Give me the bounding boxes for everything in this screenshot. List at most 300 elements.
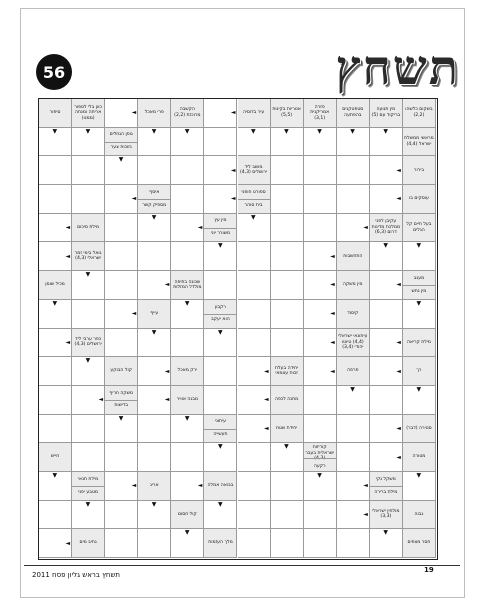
footer-divider [24, 565, 460, 566]
answer-cell[interactable] [39, 300, 72, 329]
clue-text: הוא יעקב [211, 317, 230, 323]
answer-cell[interactable] [271, 501, 304, 530]
clue-text: מטבע יפני [78, 489, 99, 495]
answer-cell[interactable] [105, 185, 138, 214]
clue-text: עיר בדוסיה [242, 110, 265, 116]
answer-cell[interactable] [105, 329, 138, 358]
answer-cell[interactable] [204, 386, 237, 415]
clue-cell [72, 99, 105, 128]
clue-cell [72, 529, 105, 558]
clue-text: מעגב [413, 275, 425, 281]
answer-cell[interactable] [72, 501, 105, 530]
left-arrow-icon: ◄ [131, 310, 137, 318]
clue-cell [171, 357, 204, 386]
clue-cell [337, 271, 370, 300]
answer-cell[interactable] [370, 415, 403, 444]
clue-text: גואל בימי זמר ישראלי (4,3) [74, 250, 102, 262]
clue-cell [271, 357, 304, 386]
answer-cell[interactable] [105, 529, 138, 558]
answer-cell[interactable] [204, 501, 237, 530]
answer-cell[interactable] [105, 99, 138, 128]
down-arrow-icon: ▼ [151, 127, 157, 135]
clue-text: קוריזות ישראלית בעבר (4,3) [305, 445, 335, 462]
down-arrow-icon: ▼ [85, 500, 91, 508]
answer-cell[interactable] [72, 128, 105, 157]
answer-cell[interactable] [39, 128, 72, 157]
left-arrow-icon: ◄ [164, 396, 170, 404]
clue-cell [304, 443, 337, 472]
down-arrow-icon: ▼ [85, 127, 91, 135]
answer-cell[interactable] [271, 185, 304, 214]
answer-cell[interactable] [238, 501, 271, 530]
answer-cell[interactable] [238, 443, 271, 472]
answer-cell[interactable] [337, 214, 370, 243]
answer-cell[interactable] [370, 386, 403, 415]
clue-divider [105, 400, 137, 401]
answer-cell[interactable] [337, 128, 370, 157]
clue-text: מילת תנאי [78, 476, 99, 482]
answer-cell[interactable] [138, 329, 171, 358]
clue-text: מין נחש [411, 288, 427, 294]
answer-cell[interactable] [72, 156, 105, 185]
down-arrow-icon: ▼ [217, 242, 223, 250]
clue-text: בעל חיים קל הגלים [406, 222, 432, 233]
left-arrow-icon: ◄ [263, 424, 269, 432]
clue-text: כפר ערבי ליד ירושלים (4,3) [74, 336, 102, 348]
answer-cell[interactable] [337, 415, 370, 444]
answer-cell[interactable] [238, 128, 271, 157]
answer-cell[interactable] [39, 242, 72, 271]
left-arrow-icon: ◄ [131, 109, 137, 117]
clue-text: חסר מצפים [407, 540, 431, 546]
clue-text: יחידת שטח [275, 425, 298, 431]
answer-cell[interactable] [39, 415, 72, 444]
clue-text: מספיק קשר [142, 202, 167, 208]
answer-cell[interactable] [138, 128, 171, 157]
answer-cell[interactable] [304, 357, 337, 386]
down-arrow-icon: ▼ [350, 127, 355, 135]
clue-divider [138, 199, 170, 200]
left-arrow-icon: ◄ [396, 338, 401, 346]
clue-text: עקיבן לפני ממלכת מדינות דרום (6,3) [371, 219, 401, 236]
answer-cell[interactable] [337, 501, 370, 530]
left-arrow-icon: ◄ [131, 195, 137, 203]
answer-cell[interactable] [105, 271, 138, 300]
answer-cell[interactable] [171, 128, 204, 157]
answer-cell[interactable] [238, 300, 271, 329]
answer-cell[interactable] [370, 329, 403, 358]
answer-cell[interactable] [171, 443, 204, 472]
clue-cell [238, 99, 271, 128]
down-arrow-icon: ▼ [284, 443, 289, 451]
answer-cell[interactable] [337, 156, 370, 185]
answer-cell[interactable] [271, 242, 304, 271]
clue-text: משקל נקי [375, 476, 396, 482]
clue-text: איסף [149, 189, 160, 195]
answer-cell[interactable] [304, 242, 337, 271]
clue-text: פרי מאכל [144, 110, 164, 116]
answer-cell[interactable] [337, 386, 370, 415]
clue-cell [304, 99, 337, 128]
crossword-grid [38, 98, 438, 560]
down-arrow-icon: ▼ [151, 213, 157, 221]
answer-cell[interactable] [238, 242, 271, 271]
clue-text: אטריות בקינות (5,5) [272, 107, 301, 118]
answer-cell[interactable] [370, 529, 403, 558]
clue-text: מכיל שומן [45, 282, 65, 288]
clue-text: מטורה [412, 454, 426, 460]
answer-cell[interactable] [171, 214, 204, 243]
left-arrow-icon: ◄ [263, 367, 269, 375]
clue-cell [138, 300, 171, 329]
left-arrow-icon: ◄ [65, 224, 71, 232]
clue-text: מלך העזמות [208, 540, 233, 546]
answer-cell[interactable] [304, 271, 337, 300]
answer-cell[interactable] [304, 300, 337, 329]
left-arrow-icon: ◄ [230, 166, 236, 174]
clue-cell [337, 357, 370, 386]
answer-cell[interactable] [271, 156, 304, 185]
clue-divider [72, 486, 104, 487]
clue-cell [271, 99, 304, 128]
answer-cell[interactable] [105, 501, 138, 530]
answer-cell[interactable] [138, 156, 171, 185]
clue-cell [403, 501, 436, 530]
answer-cell[interactable] [171, 300, 204, 329]
answer-cell[interactable] [72, 386, 105, 415]
answer-cell[interactable] [171, 242, 204, 271]
down-arrow-icon: ▼ [317, 471, 322, 479]
clue-cell [204, 214, 237, 243]
answer-cell[interactable] [370, 443, 403, 472]
clue-text: קול הבוקע [110, 368, 133, 374]
answer-cell[interactable] [337, 529, 370, 558]
clue-cell [105, 128, 138, 157]
clue-text: סטפטקנים בהפתעה [342, 107, 364, 118]
down-arrow-icon: ▼ [151, 500, 157, 508]
clue-divider [204, 429, 236, 430]
left-arrow-icon: ◄ [396, 453, 401, 461]
left-arrow-icon: ◄ [98, 396, 104, 404]
down-arrow-icon: ▼ [184, 529, 190, 537]
answer-cell[interactable] [204, 128, 237, 157]
clue-text: מראשי ממשלת ישראל (4,4) [404, 136, 434, 147]
answer-cell[interactable] [403, 472, 436, 501]
clue-cell [370, 214, 403, 243]
puzzle-title: תשחץ [335, 40, 460, 96]
clue-cell [403, 357, 436, 386]
answer-cell[interactable] [138, 529, 171, 558]
answer-cell[interactable] [138, 443, 171, 472]
left-arrow-icon: ◄ [164, 281, 170, 289]
answer-cell[interactable] [238, 529, 271, 558]
answer-cell[interactable] [138, 271, 171, 300]
clue-cell [204, 472, 237, 501]
left-arrow-icon: ◄ [330, 310, 335, 318]
left-arrow-icon: ◄ [396, 281, 401, 289]
clue-cell [403, 443, 436, 472]
answer-cell[interactable] [271, 329, 304, 358]
answer-cell[interactable] [370, 185, 403, 214]
down-arrow-icon: ▼ [52, 471, 58, 479]
answer-cell[interactable] [337, 443, 370, 472]
answer-cell[interactable] [304, 472, 337, 501]
clue-text: שכונה בתיפה מולדל המזלות [173, 279, 202, 290]
left-arrow-icon: ◄ [65, 539, 71, 547]
clue-cell [238, 185, 271, 214]
answer-cell[interactable] [39, 357, 72, 386]
clue-text: אריג [150, 483, 159, 489]
clue-cell [138, 185, 171, 214]
clue-cell [72, 329, 105, 358]
clue-text: מין תנועה בריקוד עם (5) [371, 107, 401, 118]
answer-cell[interactable] [72, 300, 105, 329]
clue-cell [204, 529, 237, 558]
answer-cell[interactable] [138, 415, 171, 444]
answer-cell[interactable] [304, 128, 337, 157]
left-arrow-icon: ◄ [230, 109, 236, 117]
clue-text: רך [416, 368, 422, 374]
left-arrow-icon: ◄ [363, 482, 368, 490]
clue-cell [39, 271, 72, 300]
clue-cell [171, 386, 204, 415]
left-arrow-icon: ◄ [197, 482, 203, 490]
clue-cell [337, 242, 370, 271]
answer-cell[interactable] [105, 156, 138, 185]
down-arrow-icon: ▼ [217, 443, 223, 451]
answer-cell[interactable] [204, 443, 237, 472]
answer-cell[interactable] [39, 156, 72, 185]
clue-divider [238, 199, 270, 200]
answer-cell[interactable] [238, 271, 271, 300]
clue-text: פרפה [347, 368, 359, 374]
clue-text: בירור [413, 167, 425, 173]
clue-cell [271, 386, 304, 415]
left-arrow-icon: ◄ [330, 252, 335, 260]
answer-cell[interactable] [370, 156, 403, 185]
clue-cell [171, 501, 204, 530]
left-arrow-icon: ◄ [363, 224, 368, 232]
clue-text: פזרה אמריקנית (3,1) [310, 104, 330, 121]
footer-caption: תשחץ בראש גליון פסח 2011 [32, 571, 121, 579]
answer-cell[interactable] [105, 242, 138, 271]
answer-cell[interactable] [403, 300, 436, 329]
clue-cell [370, 501, 403, 530]
clue-cell [72, 242, 105, 271]
clue-cell [204, 300, 237, 329]
answer-cell[interactable] [304, 501, 337, 530]
answer-cell[interactable] [204, 329, 237, 358]
answer-cell[interactable] [204, 156, 237, 185]
clue-cell [39, 443, 72, 472]
answer-cell[interactable] [138, 214, 171, 243]
clue-text: מולחין ישראלי (3,3) [372, 509, 400, 520]
clue-text: מבנה אוויר [176, 397, 199, 403]
answer-cell[interactable] [238, 329, 271, 358]
answer-cell[interactable] [39, 501, 72, 530]
answer-cell[interactable] [138, 501, 171, 530]
answer-cell[interactable] [138, 242, 171, 271]
answer-cell[interactable] [238, 386, 271, 415]
answer-cell[interactable] [204, 185, 237, 214]
left-arrow-icon: ◄ [65, 252, 71, 260]
clue-divider [403, 285, 435, 286]
clue-cell [403, 214, 436, 243]
answer-cell[interactable] [304, 415, 337, 444]
answer-cell[interactable] [39, 529, 72, 558]
answer-cell[interactable] [72, 415, 105, 444]
answer-cell[interactable] [370, 300, 403, 329]
clue-text: סטירה (דבר) [406, 425, 432, 431]
answer-cell[interactable] [138, 357, 171, 386]
answer-cell[interactable] [171, 415, 204, 444]
answer-cell[interactable] [105, 472, 138, 501]
clue-cell [337, 329, 370, 358]
answer-cell[interactable] [171, 156, 204, 185]
down-arrow-icon: ▼ [85, 357, 91, 365]
clue-text: עייף [150, 310, 159, 316]
answer-cell[interactable] [171, 472, 204, 501]
answer-cell[interactable] [304, 214, 337, 243]
answer-cell[interactable] [271, 443, 304, 472]
down-arrow-icon: ▼ [416, 242, 422, 250]
down-arrow-icon: ▼ [217, 500, 223, 508]
clue-text: חייש [50, 454, 60, 460]
down-arrow-icon: ▼ [416, 385, 422, 393]
answer-cell[interactable] [39, 472, 72, 501]
answer-cell[interactable] [204, 357, 237, 386]
clue-text: קול חסום [177, 511, 197, 517]
clue-text: גבוה [414, 511, 424, 517]
clue-cell [171, 271, 204, 300]
answer-cell[interactable] [39, 185, 72, 214]
answer-cell[interactable] [171, 185, 204, 214]
answer-cell[interactable] [105, 415, 138, 444]
answer-cell[interactable] [204, 99, 237, 128]
clue-cell [403, 185, 436, 214]
answer-cell[interactable] [238, 472, 271, 501]
clue-cell [204, 415, 237, 444]
down-arrow-icon: ▼ [383, 529, 388, 537]
answer-cell[interactable] [39, 329, 72, 358]
down-arrow-icon: ▼ [416, 299, 422, 307]
down-arrow-icon: ▼ [383, 127, 388, 135]
answer-cell[interactable] [304, 529, 337, 558]
answer-cell[interactable] [403, 386, 436, 415]
clue-cell [403, 415, 436, 444]
answer-cell[interactable] [204, 271, 237, 300]
clue-text: מין משקה [343, 282, 363, 288]
clue-text: סיפור [49, 110, 61, 116]
clue-cell [337, 300, 370, 329]
down-arrow-icon: ▼ [383, 242, 388, 250]
page-number: 19 [424, 566, 434, 574]
clue-text: רקבון [214, 304, 226, 310]
clue-cell [72, 472, 105, 501]
left-arrow-icon: ◄ [330, 338, 335, 346]
left-arrow-icon: ◄ [164, 367, 170, 375]
answer-cell[interactable] [138, 386, 171, 415]
answer-cell[interactable] [271, 214, 304, 243]
answer-cell[interactable] [370, 128, 403, 157]
answer-cell[interactable] [304, 329, 337, 358]
clue-cell [238, 156, 271, 185]
clue-divider [204, 314, 236, 315]
clue-text: יחידה בעלת זכות עצמאי [275, 365, 299, 377]
down-arrow-icon: ▼ [251, 127, 256, 135]
answer-cell[interactable] [171, 529, 204, 558]
clue-text: מילת ברירה [374, 489, 398, 495]
puzzle-number-badge: 56 [36, 54, 72, 90]
answer-cell[interactable] [370, 271, 403, 300]
answer-cell[interactable] [72, 443, 105, 472]
left-arrow-icon: ◄ [363, 510, 368, 518]
answer-cell[interactable] [72, 185, 105, 214]
answer-cell[interactable] [304, 156, 337, 185]
clue-cell [39, 99, 72, 128]
down-arrow-icon: ▼ [317, 127, 322, 135]
clue-cell [271, 415, 304, 444]
answer-cell[interactable] [238, 357, 271, 386]
answer-cell[interactable] [39, 214, 72, 243]
answer-cell[interactable] [271, 300, 304, 329]
down-arrow-icon: ▼ [52, 127, 58, 135]
clue-text: בבואה אמלה [207, 483, 234, 489]
answer-cell[interactable] [72, 357, 105, 386]
down-arrow-icon: ▼ [284, 127, 289, 135]
answer-cell[interactable] [403, 242, 436, 271]
clue-text: נזוכות צער [110, 145, 132, 151]
answer-cell[interactable] [171, 329, 204, 358]
clue-text: עיתונאי ישראלי (4,4) טיוטו יהודי (3,4) [338, 334, 368, 351]
answer-cell[interactable] [204, 242, 237, 271]
clue-cell [138, 99, 171, 128]
down-arrow-icon: ▼ [52, 299, 58, 307]
answer-cell[interactable] [304, 185, 337, 214]
down-arrow-icon: ▼ [217, 328, 223, 336]
clue-divider [105, 142, 137, 143]
answer-cell[interactable] [337, 472, 370, 501]
left-arrow-icon: ◄ [65, 338, 71, 346]
left-arrow-icon: ◄ [396, 195, 401, 203]
clue-text: מילת סיכום [77, 224, 100, 230]
clue-cell [171, 99, 204, 128]
left-arrow-icon: ◄ [230, 195, 236, 203]
answer-cell[interactable] [370, 357, 403, 386]
answer-cell[interactable] [337, 185, 370, 214]
clue-text: משורר יוני [210, 231, 231, 237]
answer-cell[interactable] [271, 128, 304, 157]
answer-cell[interactable] [39, 386, 72, 415]
answer-cell[interactable] [105, 300, 138, 329]
answer-cell[interactable] [271, 472, 304, 501]
clue-text: רקעה [313, 463, 326, 469]
clue-text: מין עץ [214, 218, 227, 224]
clue-divider [204, 228, 236, 229]
clue-text: הקשבה מרוכזת (2,2) [174, 107, 201, 118]
answer-cell[interactable] [271, 529, 304, 558]
answer-cell[interactable] [105, 214, 138, 243]
clue-cell [337, 99, 370, 128]
answer-cell[interactable] [238, 415, 271, 444]
answer-cell[interactable] [72, 271, 105, 300]
answer-cell[interactable] [105, 443, 138, 472]
answer-cell[interactable] [271, 271, 304, 300]
answer-cell[interactable] [370, 242, 403, 271]
answer-cell[interactable] [238, 214, 271, 243]
answer-cell[interactable] [304, 386, 337, 415]
clue-text: עיתוני [214, 419, 226, 425]
